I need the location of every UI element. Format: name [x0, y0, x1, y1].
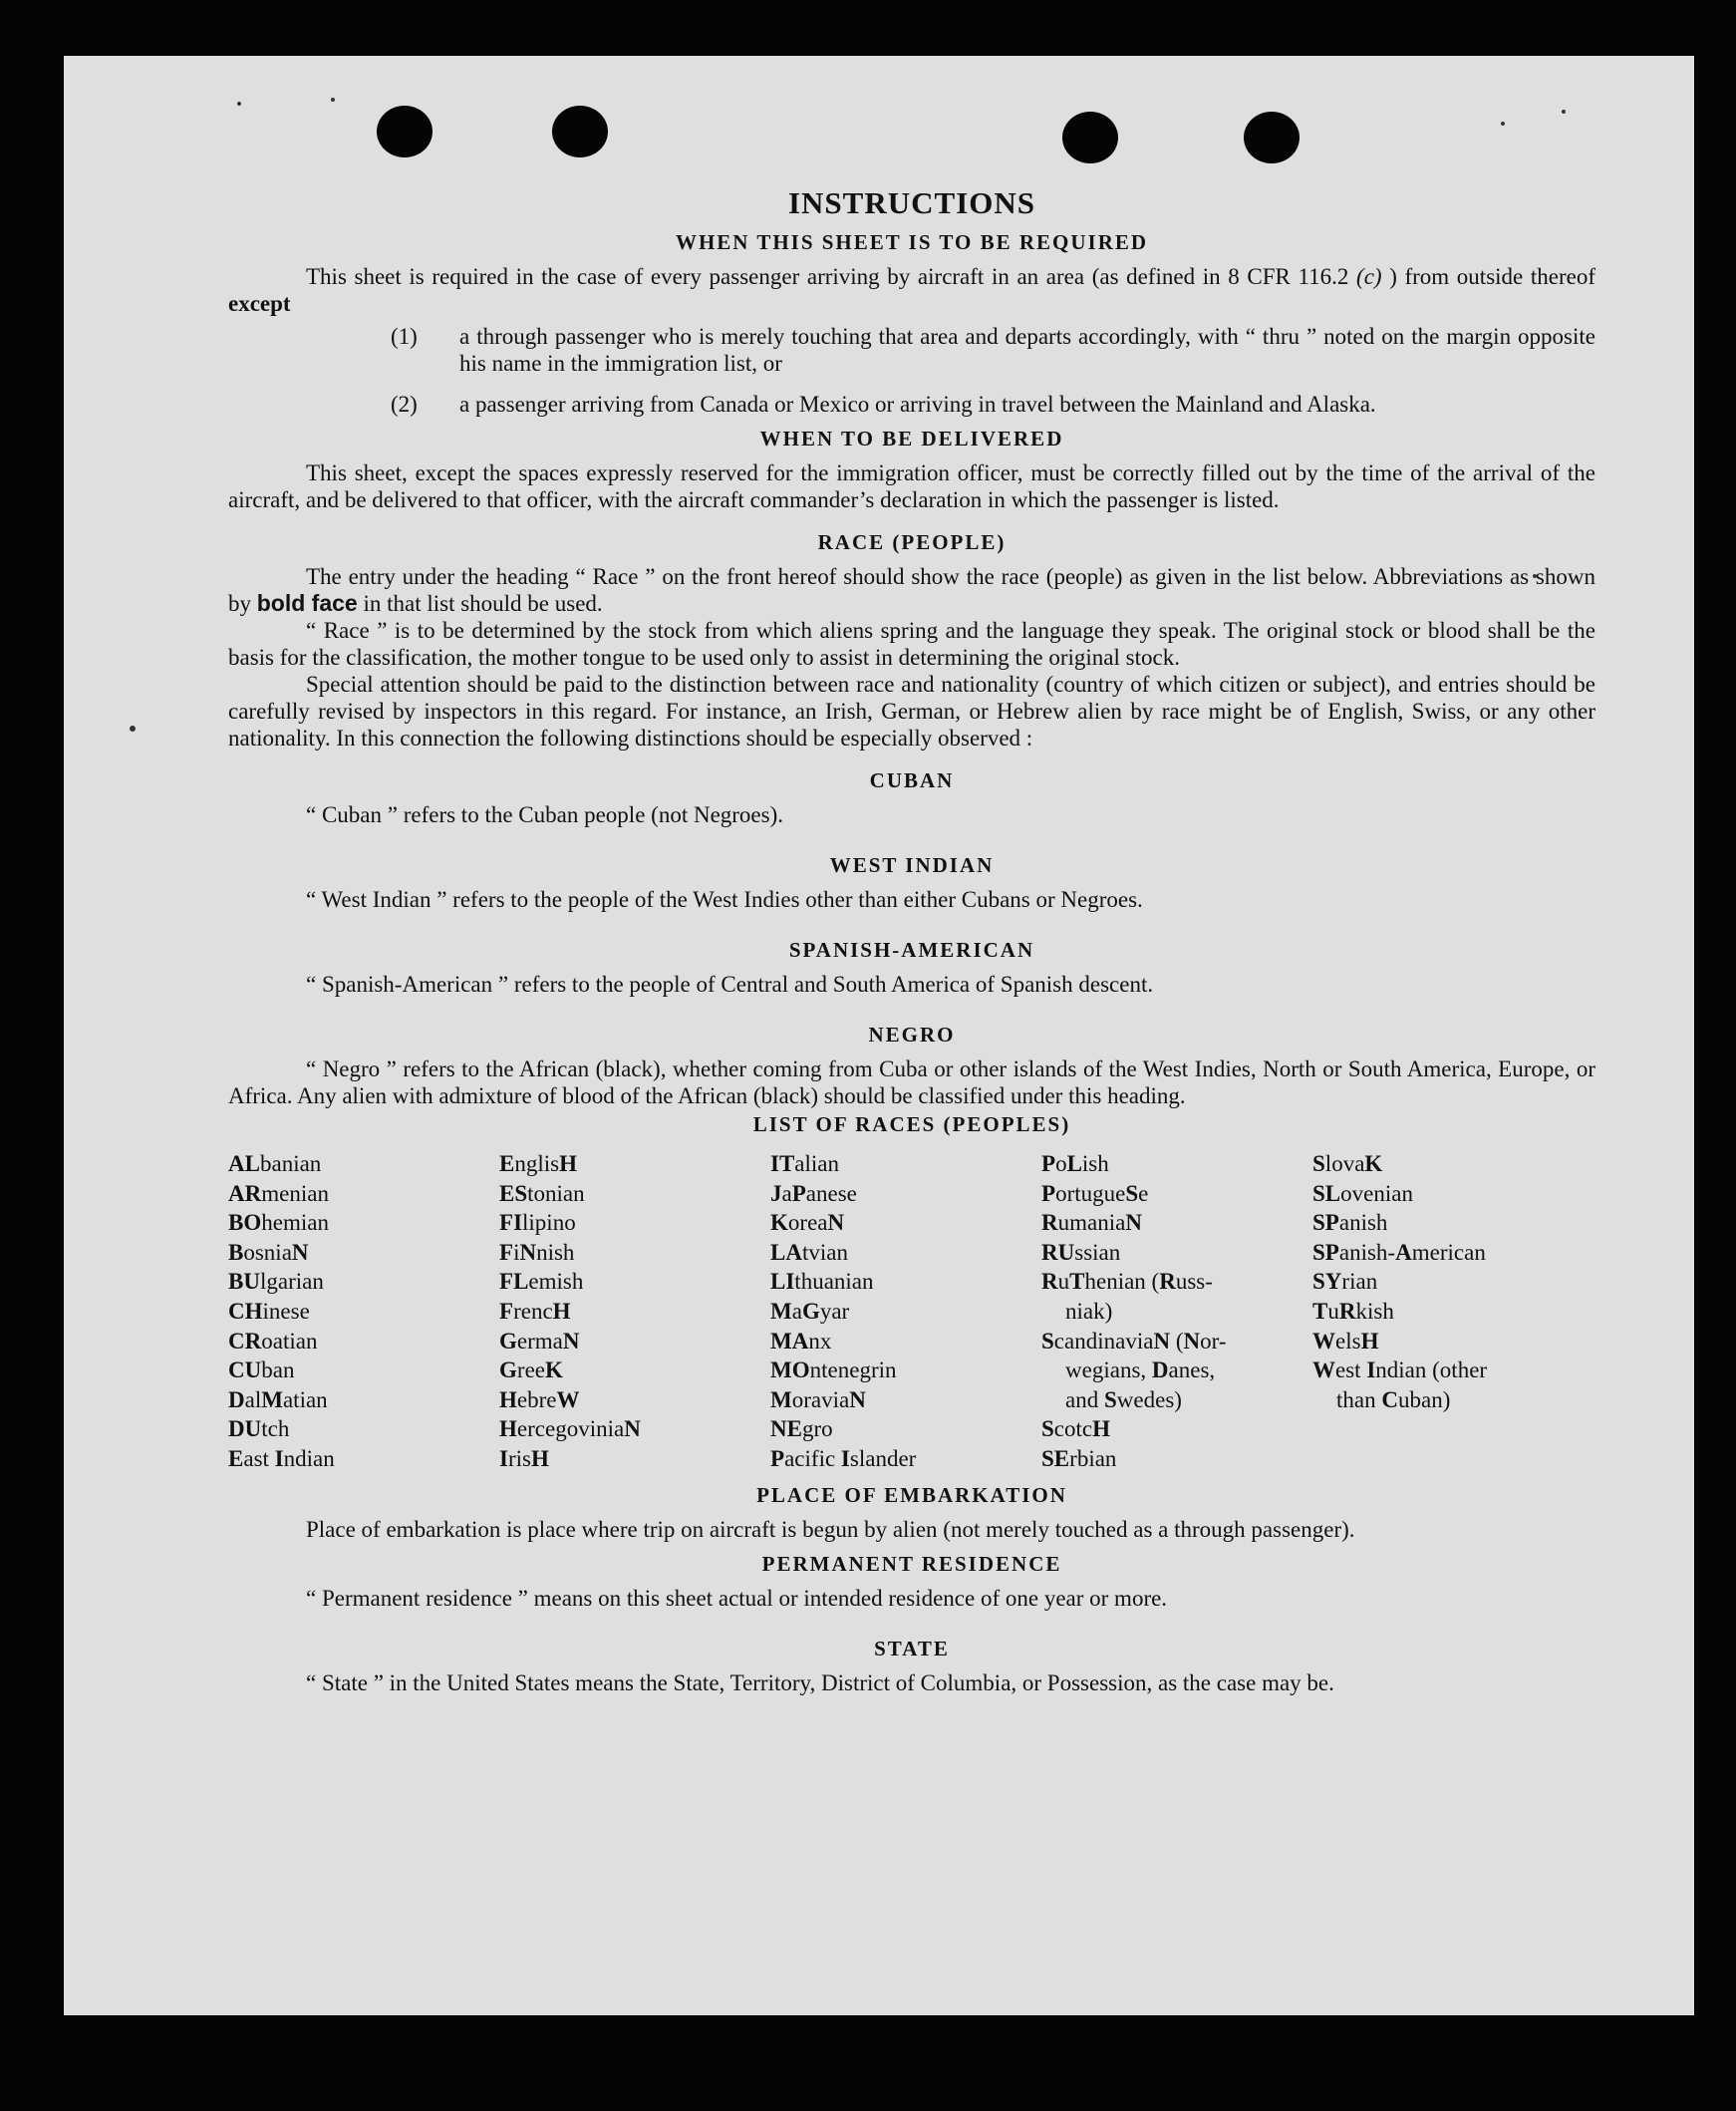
race-entry: BUlgarian — [228, 1269, 324, 1295]
race-entry: SYrian — [1312, 1269, 1378, 1295]
race-entry: EnglisH — [499, 1151, 577, 1176]
race-entry: GreeK — [499, 1357, 563, 1383]
punch-hole — [552, 106, 608, 157]
cuban-paragraph: “ Cuban ” refers to the Cuban people (not Negroes). — [306, 802, 784, 827]
punch-hole — [1062, 112, 1118, 163]
delivered-heading: WHEN TO BE DELIVERED — [759, 427, 1064, 451]
race-entry: MAnx — [770, 1328, 832, 1354]
page-title: INSTRUCTIONS — [787, 185, 1035, 220]
race-entry: HercegoviniaN — [499, 1416, 641, 1442]
punch-hole — [1244, 112, 1300, 163]
race-entry: SErbian — [1041, 1445, 1117, 1471]
residence-paragraph: “ Permanent residence ” means on this sheet actual or intended residence of one year or more. — [306, 1585, 1168, 1611]
required-paragraph: This sheet is required in the case of every passenger arriving by aircraft in an area (as defined in 8 CFR 116.2 (c) ) from outside thereof except — [228, 264, 1596, 316]
cuban-heading: CUBAN — [869, 768, 955, 792]
exception-item-2: (2) a passenger arriving from Canada or Mexico or arriving in travel between the Mainland and Alaska. — [391, 392, 1376, 417]
race-paragraph-2: “ Race ” is to be determined by the stock from which aliens spring and the language they speak. The original stock or blood shall be the basis for the classification, the mother tongue to be used only to assist in determining the original stock. — [228, 618, 1595, 670]
race-entry: ALbanian — [228, 1151, 322, 1176]
race-entry: SLovenian — [1312, 1180, 1413, 1206]
race-entry: ITalian — [770, 1151, 840, 1176]
races-list — [228, 1149, 1595, 1474]
race-entry: and Swedes) — [1065, 1386, 1182, 1412]
race-entry: ScandinaviaN (Nor- — [1041, 1328, 1227, 1354]
race-entry: FIlipino — [499, 1210, 576, 1236]
race-entry: MoraviaN — [770, 1386, 866, 1412]
race-entry: SPanish-American — [1312, 1239, 1486, 1265]
negro-paragraph: “ Negro ” refers to the African (black), whether coming from Cuba or other islands of the West Indies, North or South America, Europe, or Africa. Any alien with admixture of blood of the African (black) should be classified under this heading. — [228, 1056, 1595, 1108]
races-column — [499, 1149, 770, 1474]
race-entry: RUssian — [1041, 1239, 1121, 1265]
races-column — [770, 1149, 1041, 1474]
race-entry: West Indian (other — [1312, 1357, 1488, 1383]
residence-heading: PERMANENT RESIDENCE — [761, 1551, 1062, 1576]
race-entry: SPanish — [1312, 1210, 1388, 1236]
race-entry: CHinese — [228, 1298, 310, 1324]
race-entry: FrencH — [499, 1298, 571, 1324]
race-entry: GermaN — [499, 1328, 580, 1354]
race-entry: ARmenian — [228, 1180, 329, 1206]
instructions-content — [228, 185, 1595, 1696]
race-entry: LIthuanian — [770, 1269, 874, 1295]
document-sheet — [64, 56, 1694, 2015]
race-entry: Pacific Islander — [770, 1445, 917, 1471]
races-column — [1312, 1149, 1595, 1474]
race-entry: PortugueSe — [1041, 1180, 1149, 1206]
required-heading: WHEN THIS SHEET IS TO BE REQUIRED — [675, 230, 1149, 254]
race-entry: IrisH — [499, 1445, 549, 1471]
embarkation-paragraph: Place of embarkation is place where trip on aircraft is begun by alien (not merely touched as a through passenger). — [306, 1516, 1355, 1542]
race-entry: JaPanese — [770, 1180, 857, 1206]
race-entry: PoLish — [1041, 1151, 1109, 1176]
exception-item-1: (1) a through passenger who is merely touching that area and departs accordingly, with “ thru ” noted on the margin opposite his name in the immigration list, or — [391, 324, 1595, 376]
race-entry: RuThenian (Russ- — [1041, 1269, 1213, 1295]
race-entry: MaGyar — [770, 1298, 850, 1324]
race-entry: LAtvian — [770, 1239, 848, 1265]
race-entry: BosniaN — [228, 1239, 309, 1265]
race-entry: TuRkish — [1312, 1298, 1394, 1324]
list-heading: LIST OF RACES (PEOPLES) — [752, 1112, 1071, 1136]
race-entry: than Cuban) — [1336, 1386, 1451, 1412]
race-entry: CRoatian — [228, 1328, 318, 1354]
races-column — [1041, 1149, 1312, 1474]
spanish-american-heading: SPANISH-AMERICAN — [788, 938, 1035, 962]
race-entry: RumaniaN — [1041, 1210, 1142, 1236]
race-entry: DUtch — [228, 1416, 290, 1442]
race-entry: East Indian — [228, 1445, 335, 1471]
race-entry: CUban — [228, 1357, 295, 1383]
race-entry: BOhemian — [228, 1210, 329, 1236]
negro-heading: NEGRO — [868, 1023, 956, 1047]
west-indian-paragraph: “ West Indian ” refers to the people of the West Indies other than either Cubans or Negroes. — [306, 887, 1143, 912]
race-entry: SlovaK — [1312, 1151, 1383, 1176]
race-entry: KoreaN — [770, 1210, 845, 1236]
race-entry: wegians, Danes, — [1065, 1357, 1216, 1383]
race-entry: ScotcH — [1041, 1416, 1111, 1442]
race-heading: RACE (PEOPLE) — [817, 530, 1007, 554]
spanish-american-paragraph: “ Spanish-American ” refers to the people of Central and South America of Spanish descent. — [306, 972, 1154, 997]
race-entry: NEgro — [770, 1416, 833, 1442]
race-entry: DalMatian — [228, 1386, 328, 1412]
state-paragraph: “ State ” in the United States means the State, Territory, District of Columbia, or Possession, as the case may be. — [306, 1669, 1334, 1695]
race-entry: FiNnish — [499, 1239, 575, 1265]
race-entry: HebreW — [499, 1386, 580, 1412]
race-paragraph-1: The entry under the heading “ Race ” on the front hereof should show the race (people) as given in the list below. Abbreviations as shown by bold face in that list should be used. — [228, 564, 1595, 616]
west-indian-heading: WEST INDIAN — [829, 853, 995, 877]
race-entry: FLemish — [499, 1269, 584, 1295]
delivered-paragraph: This sheet, except the spaces expressly reserved for the immigration officer, must be correctly filled out by the time of the arrival of the aircraft, and be delivered to that officer, with the aircraft commander’s declaration in which the passenger is listed. — [228, 460, 1595, 512]
embarkation-heading: PLACE OF EMBARKATION — [756, 1482, 1067, 1507]
state-heading: STATE — [874, 1636, 950, 1660]
race-entry: EStonian — [499, 1180, 585, 1206]
punch-hole — [377, 106, 433, 157]
race-entry: niak) — [1065, 1298, 1113, 1324]
race-entry: WelsH — [1312, 1328, 1379, 1354]
race-entry: MOntenegrin — [770, 1357, 897, 1383]
race-paragraph-3: Special attention should be paid to the distinction between race and nationality (country of which citizen or subject), and entries should be carefully revised by inspectors in this regard. For instance, an Irish, German, or Hebrew alien by race might be of English, Swiss, or any other nationality. In this connection the following distinctions should be especially observed : — [228, 672, 1595, 751]
races-column — [228, 1149, 499, 1474]
